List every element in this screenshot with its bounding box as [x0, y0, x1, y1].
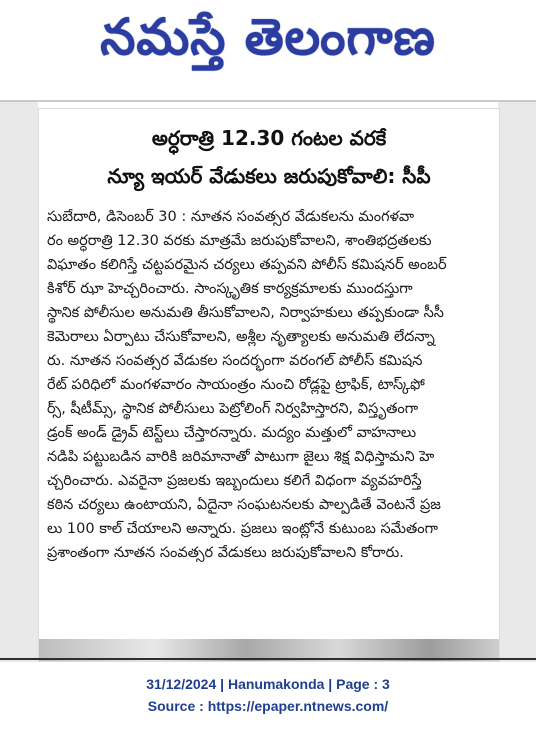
- body-line: రం అర్ధరాత్రి 12.30 వరకు మాత్రమే జరుపుకోవాలని, శాంతిభద్రతలకు: [47, 233, 432, 249]
- article-clipping: [38, 108, 500, 662]
- body-line: ర్స్‌, షీటీమ్స్‌, స్థానిక పోలీసులు పెట్రోలింగ్‌ నిర్వహిస్తారని, విస్తృతంగా: [47, 401, 419, 417]
- body-line: రేట్‌ పరిధిలో మంగళవారం సాయంత్రం నుంచి రోడ్లపై ట్రాఫిక్‌, టాస్క్‌ఫో: [47, 377, 425, 393]
- article-body: [47, 205, 493, 565]
- headline-line-2: న్యూ ఇయర్‌ వేడుకలు జరుపుకోవాలి: సీపీ: [107, 164, 431, 188]
- body-line: విఘాతం కలిగిస్తే చట్టపరమైన చర్యలు తప్పవని పోలీస్‌ కమిషనర్‌ అంబర్‌: [47, 257, 447, 273]
- body-line: కిశోర్‌ ఝా హెచ్చరించారు. సాంస్కృతిక కార్యక్రమాలకు ముందస్తుగా: [47, 281, 413, 297]
- body-line: చ్చరించారు. ఎవరైనా ప్రజలకు ఇబ్బందులు కలిగే విధంగా వ్యవహరిస్తే: [47, 473, 422, 489]
- masthead-divider: [0, 100, 536, 102]
- headline-line-1: అర్ధరాత్రి 12.30 గంటల వరకే: [151, 126, 387, 150]
- footer-edition-info: 31/12/2024 | Hanumakonda | Page : 3: [146, 676, 390, 692]
- body-line: స్థానిక పోలీసుల అనుమతి తీసుకోవాలని, నిర్వాహకులు తప్పకుండా సీసీ: [47, 305, 444, 321]
- newspaper-masthead: [0, 0, 536, 100]
- right-margin-strip: [498, 102, 536, 662]
- body-line: నడిపి పట్టుబడిన వారికి జరిమానాతో పాటుగా జైలు శిక్ష విధిస్తామని హె: [47, 449, 435, 465]
- body-line: రు. నూతన సంవత్సర వేడుకల సందర్భంగా వరంగల్‌ పోలీస్‌ కమిషన: [47, 353, 423, 369]
- left-margin-strip: [0, 102, 38, 662]
- body-line: కెమెరాలు ఏర్పాటు చేసుకోవాలని, అశ్లీల నృత్యాలకు అనుమతి లేదన్నా: [47, 329, 435, 345]
- footer-divider: [0, 658, 536, 660]
- body-line: ప్రశాంతంగా నూతన సంవత్సర వేడుకలు జరుపుకోవాలని కోరారు.: [47, 545, 404, 561]
- body-line: కఠిన చర్యలు ఉంటాయని, ఏదైనా సంఘటనలకు పాల్పడితే వెంటనే ప్రజ: [47, 497, 441, 513]
- masthead-title: నమస్తే తెలంగాణ: [100, 8, 436, 66]
- footer-source: Source : https://epaper.ntnews.com/: [147, 698, 389, 714]
- body-line: డ్రంక్‌ అండ్‌ డ్రైవ్‌ టెస్ట్‌లు చేస్తారన్నారు. మద్యం మత్తులో వాహనాలు: [47, 425, 417, 441]
- body-line: లు 100 కాల్‌ చేయాలని అన్నారు. ప్రజలు ఇంట్లోనే కుటుంబ సమేతంగా: [47, 521, 438, 537]
- body-line: సుబేదారి, డిసెంబర్‌ 30 : నూతన సంవత్సర వేడుకలను మంగళవా: [47, 209, 415, 225]
